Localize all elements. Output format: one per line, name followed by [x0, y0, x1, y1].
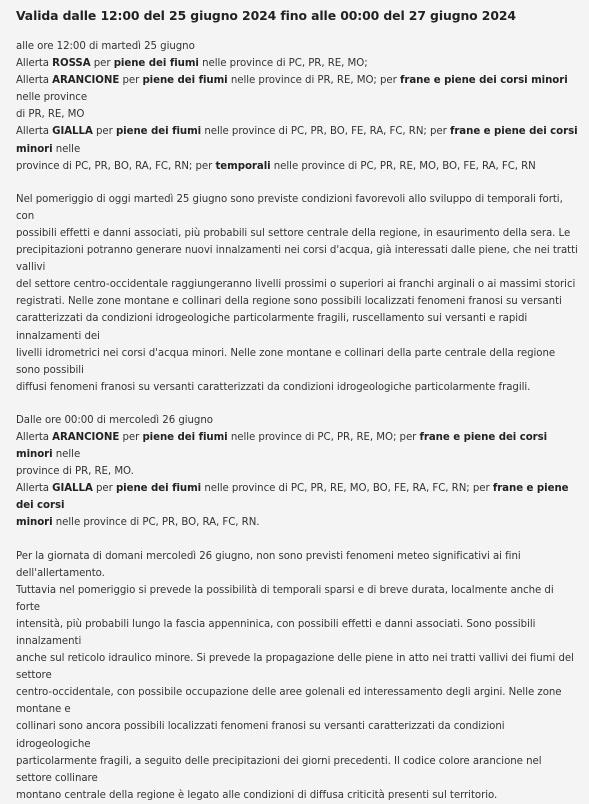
text: nelle province di PC, PR, BO, FE, RA, FC, RN; per — [201, 126, 450, 138]
hazard: piene dei fiumi — [142, 431, 228, 443]
alert-level: ROSSA — [52, 58, 91, 70]
alert-yellow — [16, 123, 579, 157]
alert-orange-cont: di PR, RE, MO — [16, 109, 85, 121]
hazard: piene dei fiumi — [142, 75, 228, 87]
text: Allerta — [16, 126, 53, 138]
text: per — [119, 75, 143, 87]
hazard: piene dei fiumi — [113, 58, 199, 70]
text: per — [92, 483, 116, 495]
text: province di PC, PR, BO, RA, FC, RN; per — [16, 160, 216, 172]
text: Allerta — [16, 58, 53, 70]
alert-orange-cont: province di PR, RE, MO. — [16, 466, 134, 478]
text: nelle province di PC, PR, RE, MO; — [198, 58, 368, 70]
text: nelle province di PC, PR, RE, MO, BO, FE, RA, FC, RN — [270, 160, 536, 172]
text: per — [90, 58, 114, 70]
hazard: frane e piene dei corsi minori — [399, 75, 568, 87]
paragraph-line: anche sul reticolo idraulico minore. Si prevede la propagazione delle piene in atto nei tratti vallivi dei fiumi del settore — [16, 653, 574, 682]
alert-level: GIALLA — [52, 126, 93, 138]
text: Allerta — [16, 483, 53, 495]
text: per — [92, 126, 116, 138]
alert-orange — [16, 429, 579, 463]
alert-yellow-cont — [16, 158, 579, 175]
validity-title: Valida dalle 12:00 del 25 giugno 2024 fino alle 00:00 del 27 giugno 2024 — [16, 8, 516, 23]
paragraph-line: diffusi fenomeni franosi su versanti caratterizzati da condizioni idrogeologiche particolarmente fragili. — [16, 381, 531, 393]
paragraph-line: centro-occidentale, con possibile occupazione delle aree golenali ed interessamento degli argini. Nelle zone montane e — [16, 687, 562, 716]
text: per — [119, 431, 143, 443]
paragraph-line: montano centrale della regione è legato alle condizioni di diffusa criticità presenti sul territorio. — [16, 789, 498, 801]
text: nelle province di PC, PR, RE, MO, BO, FE, RA, FC, RN; per — [201, 483, 493, 495]
paragraph-line: collinari sono ancora possibili localizzati fenomeni franosi su versanti caratterizzati da condizioni idrogeologiche — [16, 721, 505, 750]
paragraph-line: possibili effetti e danni associati, più probabili sul settore centrale della regione, in esaurimento della sera. Le — [16, 227, 571, 239]
forecast-paragraph-tomorrow — [16, 548, 579, 804]
text: nelle — [52, 143, 81, 155]
block-intro: alle ore 12:00 di martedì 25 giugno — [16, 41, 195, 52]
alert-yellow-cont — [16, 514, 579, 531]
paragraph-line: registrati. Nelle zone montane e collinari della regione sono possibili localizzati fenomeni franosi su versanti — [16, 296, 562, 308]
paragraph-line: livelli idrometrici nei corsi d'acqua minori. Nelle zone montane e collinari della parte centrale della regione sono possibili — [16, 347, 556, 376]
paragraph-line: Per la giornata di domani mercoledì 26 giugno, non sono previsti fenomeni meteo significativi ai fini dell'allertamento. — [16, 550, 521, 579]
alert-block-today — [16, 38, 579, 175]
alert-orange — [16, 72, 579, 106]
alert-red — [16, 55, 579, 72]
paragraph-line: precipitazioni potranno generare nuovi innalzamenti nei corsi d'acqua, già interessati dalle piene, che nei tratti vallivi — [16, 245, 578, 274]
paragraph-line: Tuttavia nel pomeriggio si prevede la possibilità di temporali sparsi e di breve durata, localmente anche di forte — [16, 584, 554, 613]
paragraph-line: intensità, più probabili lungo la fascia appenninica, con possibili effetti e danni associati. Sono possibili innalzamenti — [16, 618, 536, 647]
text: nelle province — [16, 92, 88, 104]
hazard: temporali — [215, 160, 271, 172]
hazard: frane e piene dei corsi minori — [16, 126, 578, 155]
paragraph-line: particolarmente fragili, a seguito delle precipitazioni dei giorni precedenti. Il codice colore arancione nel settore collinare — [16, 755, 542, 784]
block-intro: Dalle ore 00:00 di mercoledì 26 giugno — [16, 414, 213, 426]
forecast-paragraph-today — [16, 191, 579, 396]
hazard: piene dei fiumi — [115, 483, 202, 495]
alert-yellow — [16, 480, 579, 514]
alert-level: ARANCIONE — [52, 431, 120, 443]
text: nelle province di PR, RE, MO; per — [227, 75, 400, 87]
hazard: minori — [16, 517, 53, 529]
alert-block-tomorrow — [16, 412, 579, 532]
paragraph-line: caratterizzati da condizioni idrogeologiche particolarmente fragili, ruscellamento sui versanti e rapidi innalzamenti dei — [16, 313, 528, 342]
alert-level: GIALLA — [52, 483, 93, 495]
hazard: frane e piene dei corsi minori — [16, 431, 548, 461]
paragraph-line: Nel pomeriggio di oggi martedì 25 giugno sono previste condizioni favorevoli allo sviluppo di temporali forti, con — [16, 193, 563, 222]
text: nelle province di PC, PR, BO, RA, FC, RN. — [52, 517, 260, 529]
paragraph-line: del settore centro-occidentale raggiungeranno livelli prossimi o superiori ai franchi arginali o ai massimi storici — [16, 279, 576, 291]
text: nelle — [52, 449, 81, 461]
alert-level: ARANCIONE — [52, 75, 120, 87]
hazard: piene dei fiumi — [115, 126, 202, 138]
hazard: frane e piene dei corsi — [16, 483, 569, 512]
text: nelle province di PC, PR, RE, MO; per — [227, 431, 420, 443]
text: Allerta — [16, 431, 53, 443]
text: Allerta — [16, 75, 53, 87]
